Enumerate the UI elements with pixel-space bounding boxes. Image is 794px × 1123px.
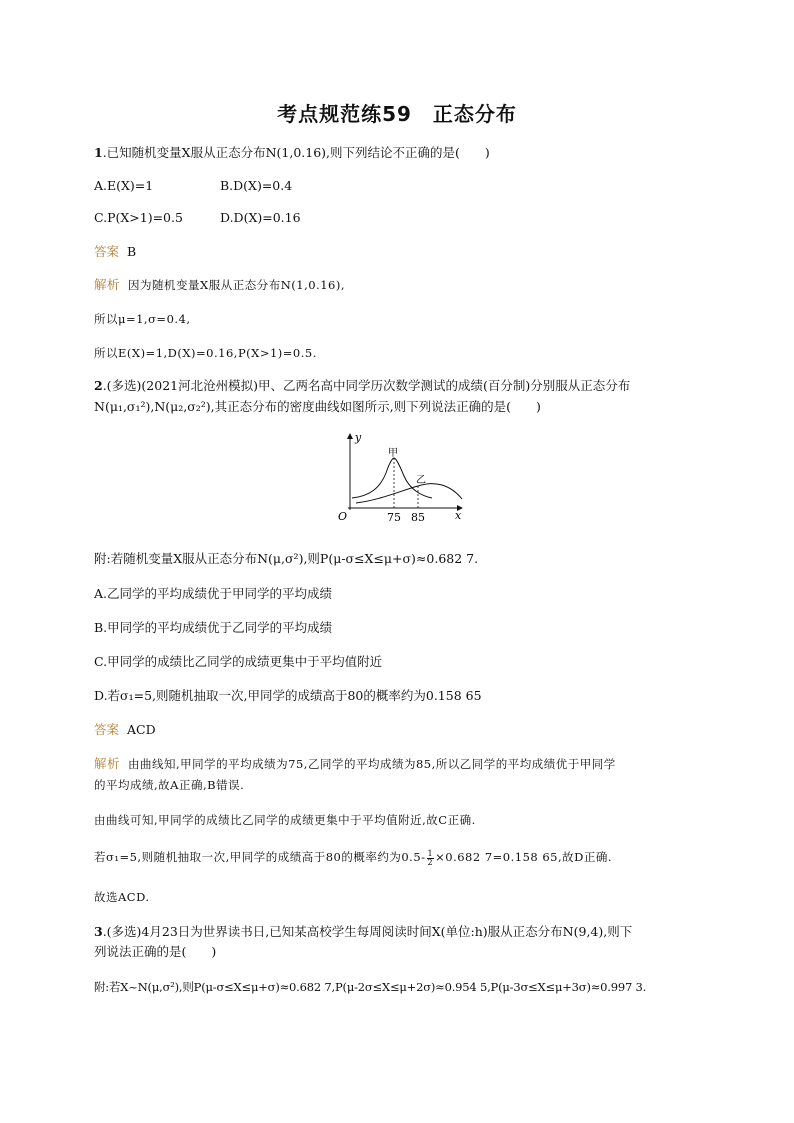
analysis-label: 解析 bbox=[94, 756, 121, 771]
question-2-stem-line-1 bbox=[94, 378, 630, 394]
q2-option-a: A.乙同学的平均成绩优于甲同学的平均成绩 bbox=[94, 586, 333, 601]
density-curve-figure bbox=[330, 428, 480, 524]
analysis-text: 因为随机变量X服从正态分布N(1,0.16), bbox=[128, 278, 345, 292]
question-text: .(多选)4月23日为世界读书日,已知某高校学生每周阅读时间X(单位:h)服从正态分布N(9,4),则下 bbox=[102, 924, 633, 939]
question-text: .(多选)(2021河北沧州模拟)甲、乙两名高中同学历次数学测试的成绩(百分制)分别服从正态分布 bbox=[102, 378, 631, 393]
q1-option-b: B.D(X)=0.4 bbox=[220, 178, 293, 193]
q1-option-c: C.P(X>1)=0.5 bbox=[94, 210, 183, 225]
curve-yi bbox=[356, 484, 462, 503]
tick-75: 75 bbox=[387, 511, 401, 524]
question-text: .已知随机变量X服从正态分布N(1,0.16),则下列结论不正确的是( ) bbox=[102, 145, 490, 160]
question-number: 3 bbox=[94, 924, 103, 939]
q2-analysis-line-2: 的平均成绩,故A正确,B错误. bbox=[94, 778, 245, 792]
q2-option-c: C.甲同学的成绩比乙同学的成绩更集中于平均值附近 bbox=[94, 654, 383, 669]
question-number: 1 bbox=[94, 145, 103, 160]
curve-yi-label: 乙 bbox=[416, 475, 426, 486]
q2-analysis-line-1 bbox=[94, 756, 616, 772]
fraction-numerator: 1 bbox=[427, 848, 434, 858]
answer-label: 答案 bbox=[94, 244, 120, 259]
fraction-denominator: 2 bbox=[427, 857, 434, 867]
answer-value: B bbox=[127, 244, 137, 259]
analysis-text: 由曲线知,甲同学的平均成绩为75,乙同学的平均成绩为85,所以乙同学的平均成绩优于甲同学 bbox=[128, 757, 616, 771]
q1-analysis-line-2: 所以μ=1,σ=0.4, bbox=[94, 312, 191, 326]
q1-option-a: A.E(X)=1 bbox=[94, 178, 154, 193]
answer-label: 答案 bbox=[94, 722, 120, 737]
q1-analysis-line-3: 所以E(X)=1,D(X)=0.16,P(X>1)=0.5. bbox=[94, 346, 317, 360]
question-2-stem-line-2: N(μ₁,σ₁²),N(μ₂,σ₂²),其正态分布的密度曲线如图所示,则下列说法正确的是( ) bbox=[94, 399, 541, 414]
question-3-stem-line-1 bbox=[94, 924, 632, 940]
q1-option-d: D.D(X)=0.16 bbox=[220, 210, 301, 225]
question-1-stem bbox=[94, 145, 490, 161]
q2-option-d: D.若σ₁=5,则随机抽取一次,甲同学的成绩高于80的概率约为0.158 65 bbox=[94, 688, 482, 703]
question-number: 2 bbox=[94, 378, 103, 393]
answer-value: ACD bbox=[127, 722, 156, 737]
q2-analysis-line-3: 由曲线可知,甲同学的成绩比乙同学的成绩更集中于平均值附近,故C正确. bbox=[94, 813, 476, 827]
analysis-text: ×0.682 7=0.158 65,故D正确. bbox=[435, 850, 613, 864]
q3-note: 附:若X~N(μ,σ²),则P(μ-σ≤X≤μ+σ)≈0.682 7,P(μ-2σ≤X≤μ+2σ)≈0.954 5,P(μ-3σ≤X≤μ+3σ)≈0.997 3. bbox=[94, 980, 647, 994]
analysis-label: 解析 bbox=[94, 277, 121, 292]
page-title: 考点规范练59 正态分布 bbox=[277, 102, 517, 126]
q2-analysis-line-4 bbox=[94, 849, 612, 867]
tick-85: 85 bbox=[411, 511, 425, 524]
q1-analysis-line-1 bbox=[94, 277, 345, 293]
origin-label: O bbox=[338, 510, 348, 523]
y-axis-label: y bbox=[355, 431, 362, 444]
q2-option-b: B.甲同学的平均成绩优于乙同学的平均成绩 bbox=[94, 620, 333, 635]
x-axis-label: x bbox=[455, 509, 462, 522]
question-3-stem-line-2: 列说法正确的是( ) bbox=[94, 944, 217, 959]
q2-note: 附:若随机变量X服从正态分布N(μ,σ²),则P(μ-σ≤X≤μ+σ)≈0.682 7. bbox=[94, 551, 479, 566]
curve-jia-label: 甲 bbox=[388, 448, 398, 459]
analysis-text: 若σ₁=5,则随机抽取一次,甲同学的成绩高于80的概率约为0.5- bbox=[94, 850, 426, 864]
q2-analysis-line-5: 故选ACD. bbox=[94, 890, 150, 904]
q2-answer bbox=[94, 722, 156, 738]
q1-answer bbox=[94, 244, 136, 260]
fraction bbox=[427, 850, 435, 867]
